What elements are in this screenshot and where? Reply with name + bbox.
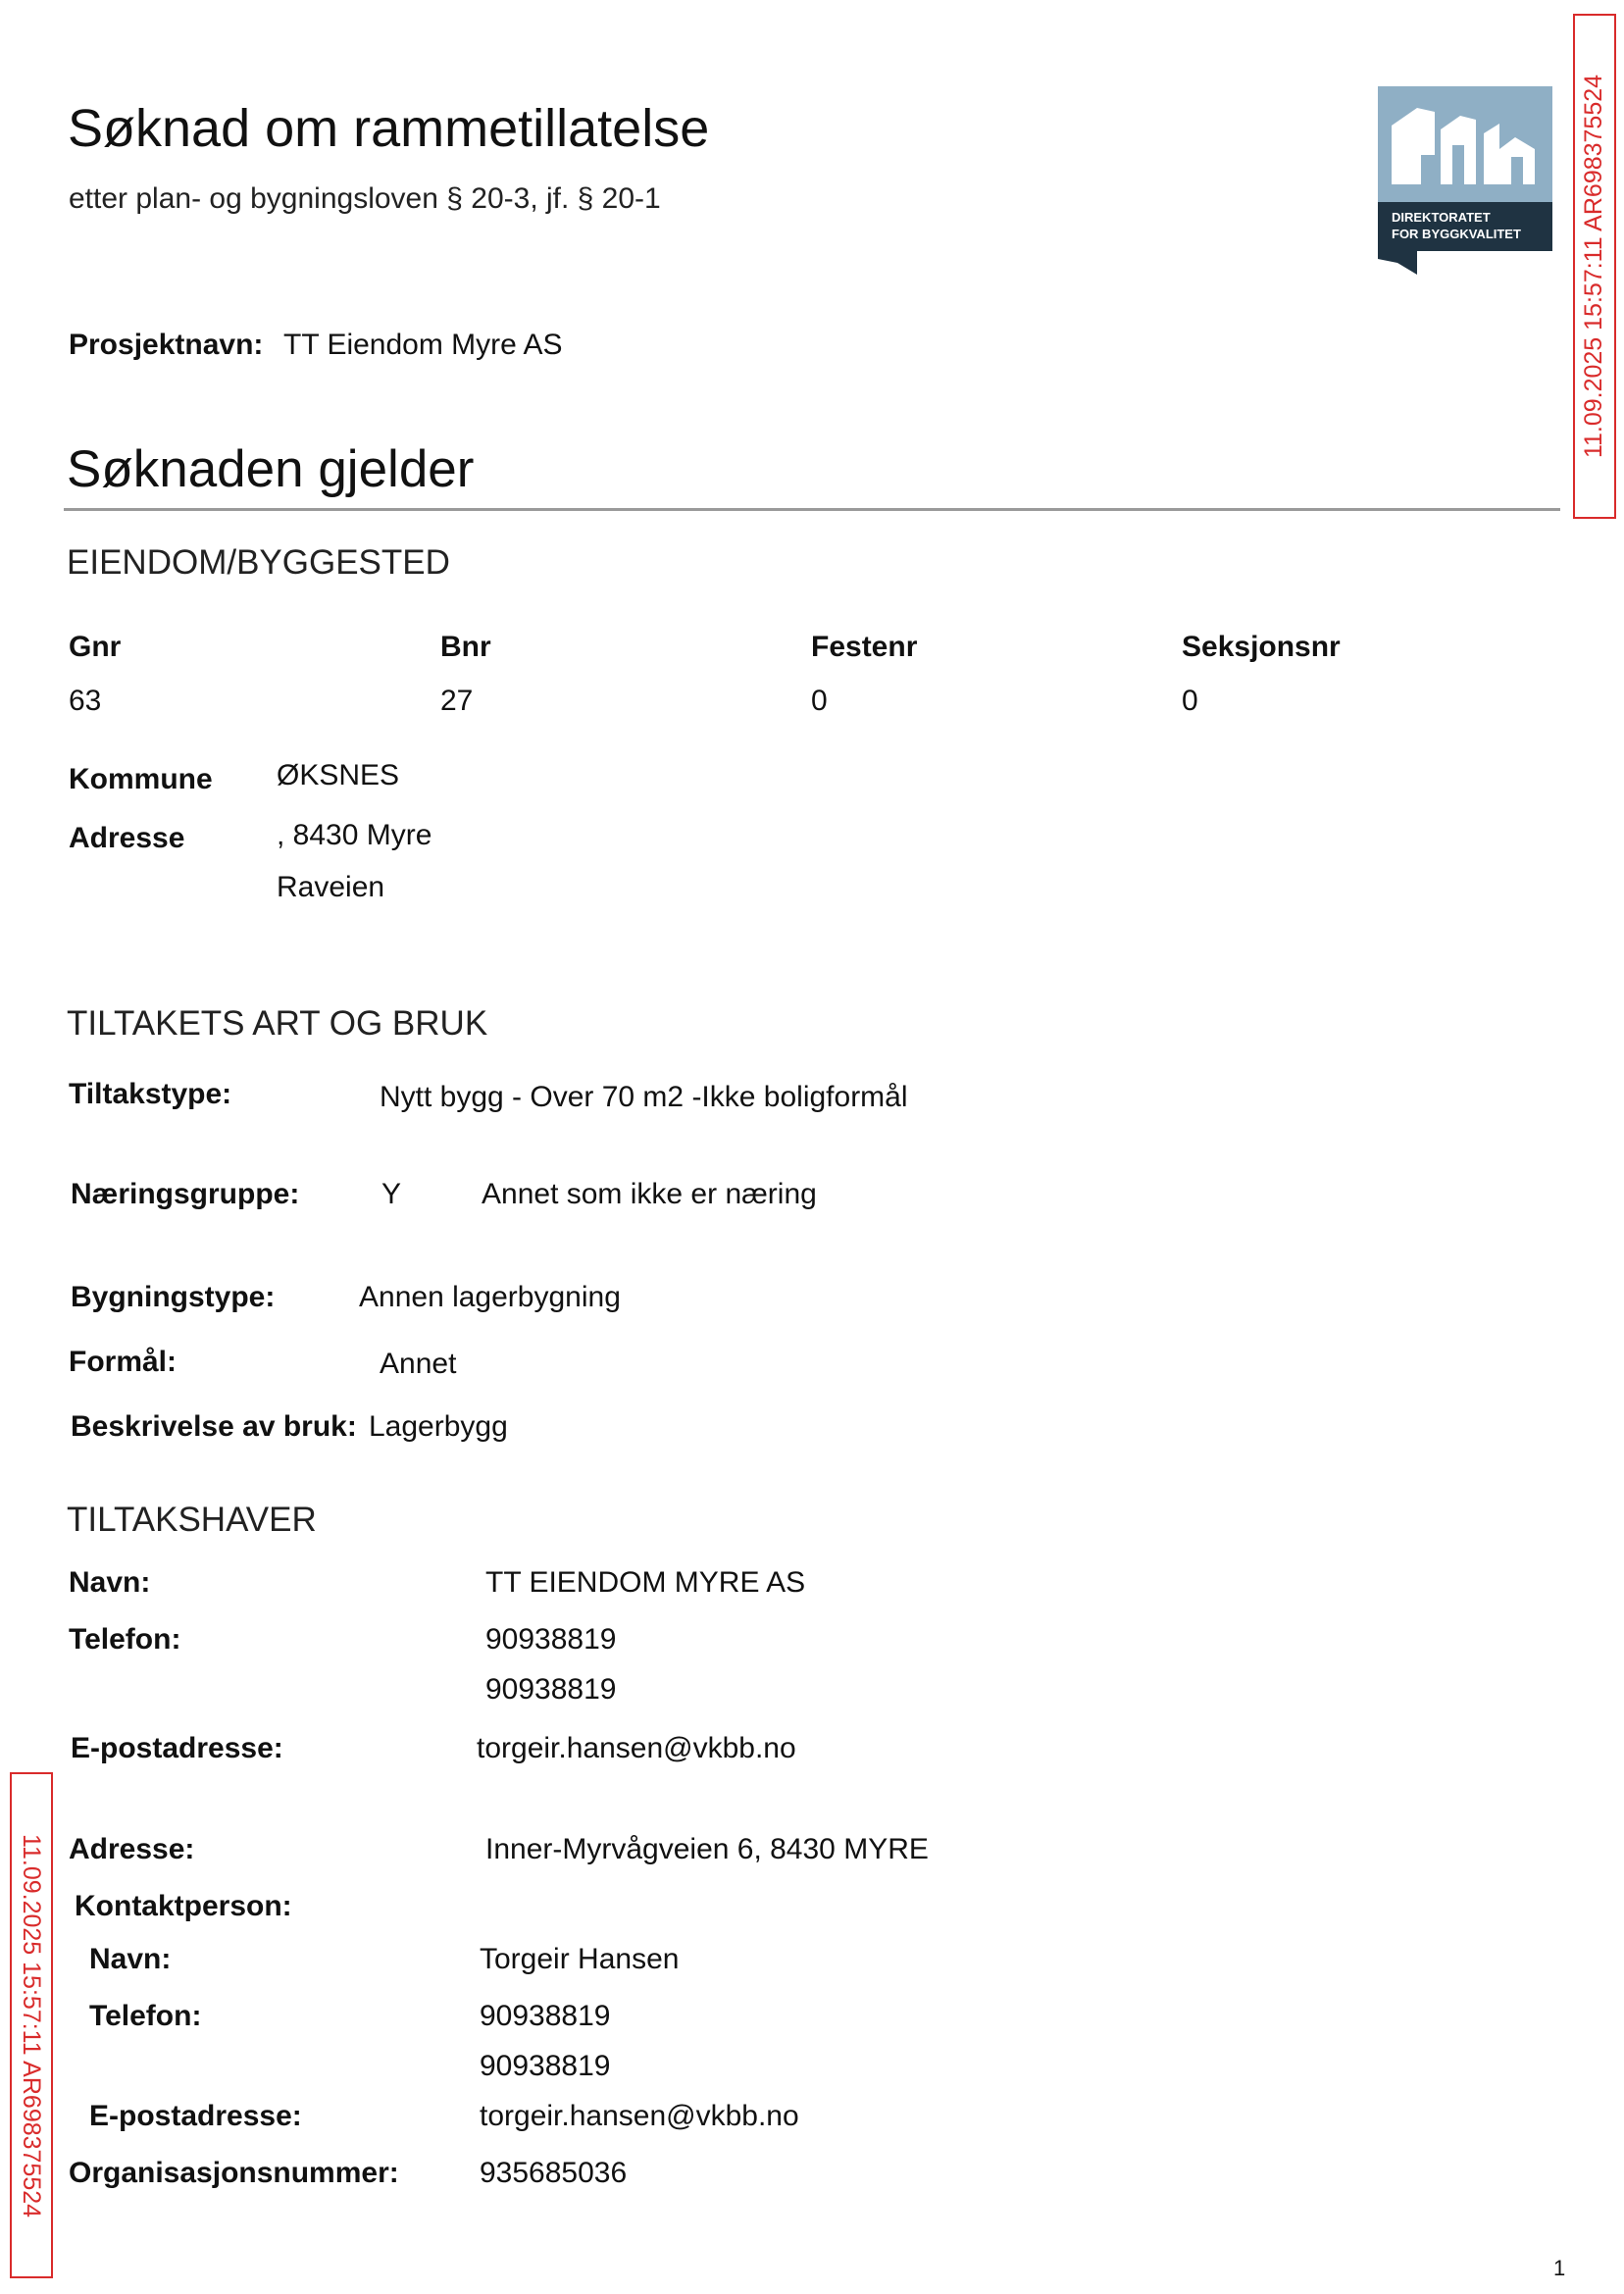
telefon-value-2: 90938819: [485, 1673, 617, 1706]
festenr-label: Festenr: [811, 631, 918, 663]
dibk-logo: [1378, 86, 1552, 282]
festenr-value: 0: [811, 685, 828, 717]
seksjonsnr-value: 0: [1182, 685, 1198, 717]
bruk-value: Lagerbygg: [369, 1410, 508, 1443]
tiltakshaver-heading: TILTAKSHAVER: [67, 1501, 317, 1539]
kontakt-epost-value: torgeir.hansen@vkbb.no: [480, 2100, 799, 2132]
formaal-value: Annet: [380, 1348, 457, 1380]
kommune-label: Kommune: [69, 763, 213, 795]
page-title: Søknad om rammetillatelse: [68, 99, 710, 158]
bygningstype-label: Bygningstype:: [71, 1281, 276, 1313]
kontakt-telefon-value-1: 90938819: [480, 2000, 611, 2032]
navn-value: TT EIENDOM MYRE AS: [485, 1566, 806, 1599]
bnr-value: 27: [440, 685, 474, 717]
kontakt-navn-value: Torgeir Hansen: [480, 1943, 680, 1975]
date-stamp-bottom: [10, 1772, 53, 2278]
epost-value: torgeir.hansen@vkbb.no: [477, 1732, 796, 1764]
stamp-text: 11.09.2025 15:57:11 AR698375524: [18, 1833, 46, 2218]
kontakt-telefon-value-2: 90938819: [480, 2050, 611, 2082]
naeringsgruppe-code: Y: [381, 1178, 402, 1210]
dibk-logo-icon: [1378, 86, 1552, 278]
gnr-label: Gnr: [69, 631, 122, 663]
adresse-line2: Raveien: [277, 871, 385, 903]
bnr-label: Bnr: [440, 631, 491, 663]
naeringsgruppe-label: Næringsgruppe:: [71, 1178, 300, 1210]
date-stamp-top: [1573, 14, 1616, 519]
stamp-text: 11.09.2025 15:57:11 AR698375524: [1580, 74, 1608, 459]
eiendom-heading: EIENDOM/BYGGESTED: [67, 543, 450, 582]
tiltakstype-label: Tiltakstype:: [69, 1078, 232, 1110]
kommune-value: ØKSNES: [277, 759, 400, 791]
section-title: Søknaden gjelder: [67, 440, 475, 498]
bygningstype-value: Annen lagerbygning: [359, 1281, 621, 1313]
project-name: TT Eiendom Myre AS: [283, 329, 563, 361]
kontakt-telefon-label: Telefon:: [89, 2000, 202, 2032]
svg-text:FOR BYGGKVALITET: FOR BYGGKVALITET: [1392, 227, 1521, 241]
adresse-line1: , 8430 Myre: [277, 819, 432, 851]
gnr-value: 63: [69, 685, 102, 717]
tiltakshaver-adresse-label: Adresse:: [69, 1833, 195, 1865]
telefon-value-1: 90938819: [485, 1623, 617, 1656]
bruk-label: Beskrivelse av bruk:: [71, 1410, 357, 1443]
telefon-label: Telefon:: [69, 1623, 181, 1656]
kontakt-epost-label: E-postadresse:: [89, 2100, 302, 2132]
naeringsgruppe-value: Annet som ikke er næring: [482, 1178, 817, 1210]
tiltakshaver-adresse-value: Inner-Myrvågveien 6, 8430 MYRE: [485, 1833, 929, 1865]
tiltak-heading: TILTAKETS ART OG BRUK: [67, 1004, 488, 1043]
project-label: Prosjektnavn:: [69, 329, 264, 361]
seksjonsnr-label: Seksjonsnr: [1182, 631, 1341, 663]
orgnr-value: 935685036: [480, 2157, 628, 2189]
orgnr-label: Organisasjonsnummer:: [69, 2157, 399, 2189]
tiltakstype-value: Nytt bygg - Over 70 m2 -Ikke boligformål: [380, 1081, 908, 1113]
epost-label: E-postadresse:: [71, 1732, 283, 1764]
formaal-label: Formål:: [69, 1346, 178, 1378]
page-number: 1: [1553, 2256, 1566, 2280]
svg-text:DIREKTORATET: DIREKTORATET: [1392, 210, 1491, 225]
kontakt-navn-label: Navn:: [89, 1943, 172, 1975]
navn-label: Navn:: [69, 1566, 151, 1599]
section-divider: [64, 508, 1560, 511]
adresse-label: Adresse: [69, 822, 185, 854]
page-subtitle: etter plan- og bygningsloven § 20-3, jf. § 20-1: [69, 182, 661, 215]
kontaktperson-label: Kontaktperson:: [75, 1890, 292, 1922]
